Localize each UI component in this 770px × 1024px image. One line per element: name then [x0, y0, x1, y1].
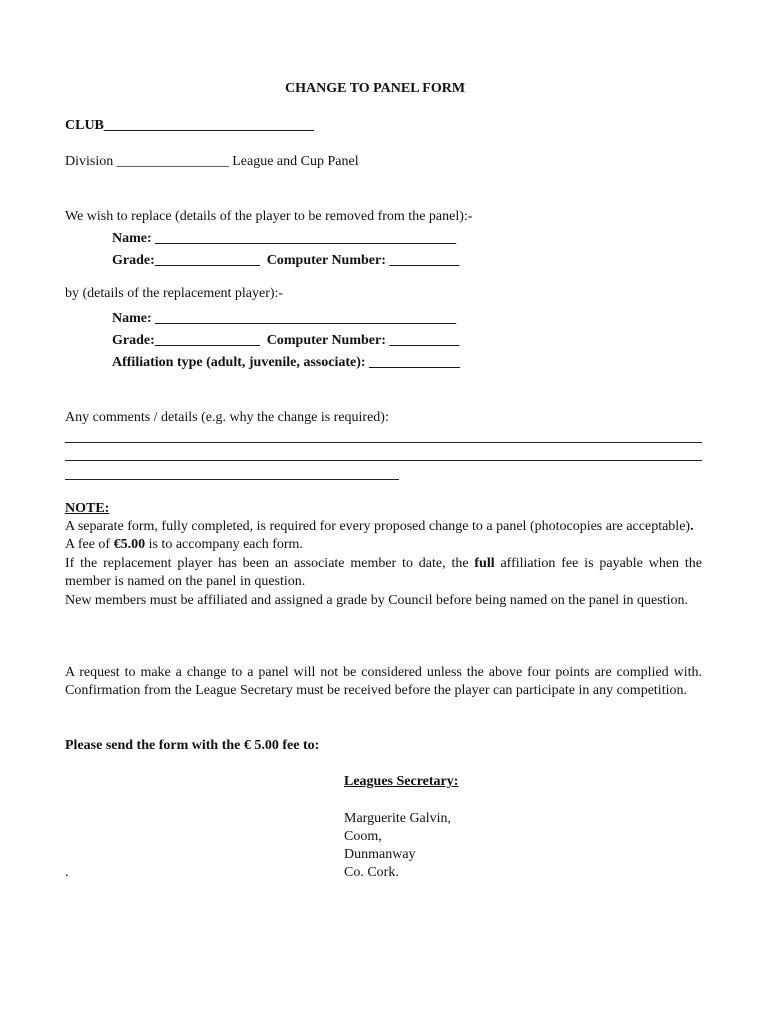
division-label: Division — [65, 154, 114, 169]
affiliation-field[interactable]: _____________ — [369, 355, 461, 370]
replacement-name-label: Name: — [112, 311, 152, 326]
comments-line-1[interactable] — [65, 442, 702, 443]
replacement-grade-line — [112, 332, 459, 350]
club-field[interactable]: ______________________________ — [103, 118, 314, 133]
replacement-computer-label: Computer Number: — [266, 333, 386, 348]
removed-grade-line — [112, 252, 459, 270]
replacement-name-field[interactable]: ___________________________________________ — [155, 311, 457, 326]
note-body — [65, 518, 702, 610]
stray-mark: . — [65, 865, 69, 880]
affiliation-line — [112, 354, 460, 372]
removed-name-line — [112, 230, 456, 248]
note-point-2: A fee of €5.00 is to accompany each form. — [65, 537, 303, 553]
send-instruction: Please send the form with the € 5.00 fee to: — [65, 738, 320, 753]
request-paragraph: A request to make a change to a panel will not be considered unless the above four points are complied with. Confirmation from the League Secretary must be received before the player can participate in any competition. — [65, 665, 702, 699]
note-point-4: New members must be affiliated and assigned a grade by Council before being named on the panel in question. — [65, 592, 688, 608]
secretary-heading: Leagues Secretary: — [344, 774, 459, 789]
removed-computer-label: Computer Number: — [266, 253, 386, 268]
division-line — [65, 153, 359, 171]
form-title: CHANGE TO PANEL FORM — [285, 81, 466, 96]
division-field[interactable]: ________________ — [116, 154, 229, 169]
club-label: CLUB — [65, 118, 104, 133]
removed-computer-field[interactable]: __________ — [389, 253, 460, 268]
replacement-name-line — [112, 310, 456, 328]
secretary-address-line-1: Marguerite Galvin, — [344, 811, 452, 826]
comments-line-3[interactable] — [65, 479, 399, 480]
club-line — [65, 117, 314, 135]
replacement-intro: by (details of the replacement player):- — [65, 286, 284, 301]
note-point-1: A separate form, fully completed, is required for every proposed change to a panel (photocopies are acceptable). — [65, 519, 694, 534]
replacement-computer-field[interactable]: __________ — [389, 333, 460, 348]
note-heading: NOTE: — [65, 501, 110, 516]
secretary-address-line-2: Coom, — [344, 829, 382, 844]
replacement-grade-field[interactable]: _______________ — [154, 333, 260, 348]
secretary-address-line-3: Dunmanway — [344, 847, 416, 862]
secretary-address-line-4: Co. Cork. — [344, 865, 399, 880]
affiliation-label: Affiliation type (adult, juvenile, associate): — [112, 355, 366, 370]
comments-line-2[interactable] — [65, 460, 702, 461]
replacement-grade-label: Grade: — [112, 333, 155, 348]
removed-name-label: Name: — [112, 231, 152, 246]
removed-grade-label: Grade: — [112, 253, 155, 268]
panel-label: League and Cup Panel — [232, 154, 359, 169]
removed-grade-field[interactable]: _______________ — [154, 253, 260, 268]
note-point-3: If the replacement player has been an associate member to date, the full affiliation fee is payable when the member is named on the panel in question. — [65, 555, 702, 590]
removed-name-field[interactable]: ___________________________________________ — [155, 231, 457, 246]
comments-label: Any comments / details (e.g. why the change is required): — [65, 410, 389, 425]
replace-intro: We wish to replace (details of the player to be removed from the panel):- — [65, 209, 473, 224]
